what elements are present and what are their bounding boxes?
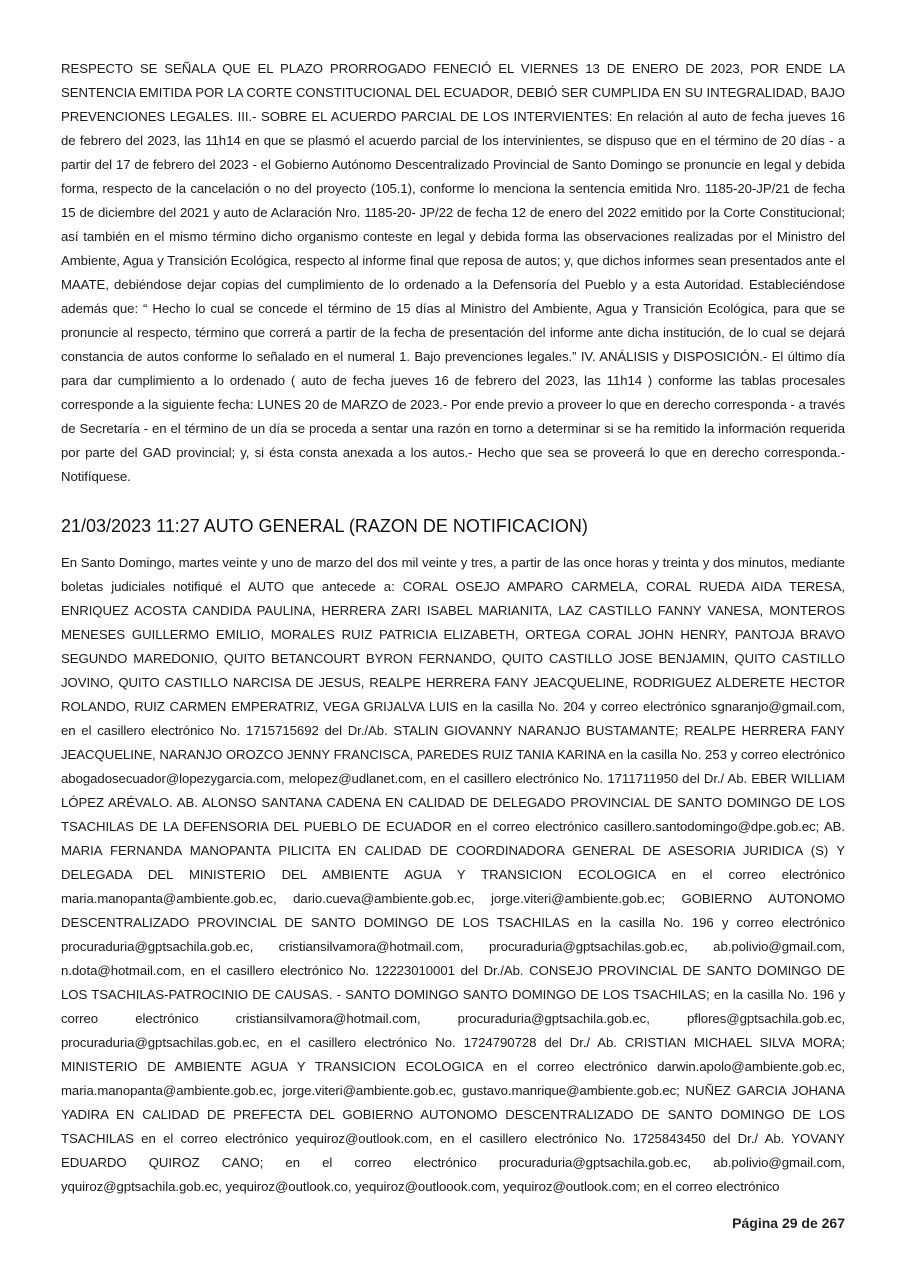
document-body	[61, 57, 845, 1199]
paragraph-notification: En Santo Domingo, martes veinte y uno de marzo del dos mil veinte y tres, a partir de las once horas y treinta y dos minutos, mediante boletas judiciales notifiqué el AUTO que antecede a: CORAL OSEJO AMPARO CARMELA, CORAL RUEDA AIDA TERESA, ENRIQUEZ ACOSTA CANDIDA PAULINA, HERRERA ZARI ISABEL MARIANITA, LAZ CASTILLO FANNY VANESA, MONTEROS MENESES GUILLERMO EMILIO, MORALES RUIZ PATRICIA ELIZABETH, ORTEGA CORAL JOHN HENRY, PANTOJA BRAVO SEGUNDO MAREDONIO, QUITO BETANCOURT BYRON FERNANDO, QUITO CASTILLO JOSE BENJAMIN, QUITO CASTILLO JOVINO, QUITO CASTILLO NARCISA DE JESUS, REALPE HERRERA FANY JEACQUELINE, RODRIGUEZ ALDERETE HECTOR ROLANDO, RUIZ CARMEN EMPERATRIZ, VEGA GRIJALVA LUIS en la casilla No. 204 y correo electrónico sgnaranjo@gmail.com, en el casillero electrónico No. 1715715692 del Dr./Ab. STALIN GIOVANNY NARANJO BUSTAMANTE; REALPE HERRERA FANY JEACQUELINE, NARANJO OROZCO JENNY FRANCISCA, PAREDES RUIZ TANIA KARINA en la casilla No. 253 y correo electrónico abogadosecuador@lopezygarcia.com, melopez@udlanet.com, en el casillero electrónico No. 1711711950 del Dr./ Ab. EBER WILLIAM LÓPEZ ARÉVALO. AB. ALONSO SANTANA CADENA EN CALIDAD DE DELEGADO PROVINCIAL DE SANTO DOMINGO DE LOS TSACHILAS DE LA DEFENSORIA DEL PUEBLO DE ECUADOR en el correo electrónico casillero.santodomingo@dpe.gob.ec; AB. MARIA FERNANDA MANOPANTA PILICITA EN CALIDAD DE COORDINADORA GENERAL DE ASESORIA JURIDICA (S) Y DELEGADA DEL MINISTERIO DEL AMBIENTE AGUA Y TRANSICION ECOLOGICA en el correo electrónico maria.manopanta@ambiente.gob.ec, dario.cueva@ambiente.gob.ec, jorge.viteri@ambiente.gob.ec; GOBIERNO AUTONOMO DESCENTRALIZADO PROVINCIAL DE SANTO DOMINGO DE LOS TSACHILAS en la casilla No. 196 y correo electrónico procuraduria@gptsachila.gob.ec, cristiansilvamora@hotmail.com, procuraduria@gptsachilas.gob.ec, ab.polivio@gmail.com, n.dota@hotmail.com, en el casillero electrónico No. 12223010001 del Dr./Ab. CONSEJO PROVINCIAL DE SANTO DOMINGO DE LOS TSACHILAS-PATROCINIO DE CAUSAS. - SANTO DOMINGO SANTO DOMINGO DE LOS TSACHILAS; en la casilla No. 196 y correo electrónico cristiansilvamora@hotmail.com, procuraduria@gptsachila.gob.ec, pflores@gptsachila.gob.ec, procuraduria@gptsachilas.gob.ec, en el casillero electrónico No. 1724790728 del Dr./ Ab. CRISTIAN MICHAEL SILVA MORA; MINISTERIO DE AMBIENTE AGUA Y TRANSICION ECOLOGICA en el correo electrónico darwin.apolo@ambiente.gob.ec, maria.manopanta@ambiente.gob.ec, jorge.viteri@ambiente.gob.ec, gustavo.manrique@ambiente.gob.ec; NUÑEZ GARCIA JOHANA YADIRA EN CALIDAD DE PREFECTA DEL GOBIERNO AUTONOMO DESCENTRALIZADO DE SANTO DOMINGO DE LOS TSACHILAS en el correo electrónico yequiroz@outlook.com, en el casillero electrónico No. 1725843450 del Dr./ Ab. YOVANY EDUARDO QUIROZ CANO; en el correo electrónico procuraduria@gptsachila.gob.ec, ab.polivio@gmail.com, yquiroz@gptsachila.gob.ec, yequiroz@outlook.co, yequiroz@outloook.com, yequiroz@outlook.com; en el correo electrónico	[61, 555, 845, 1194]
section-heading: 21/03/2023 11:27 AUTO GENERAL (RAZON DE NOTIFICACION)	[61, 516, 588, 536]
page-number: Página 29 de 267	[732, 1215, 845, 1231]
paragraph-auto-analysis: RESPECTO SE SEÑALA QUE EL PLAZO PRORROGADO FENECIÓ EL VIERNES 13 DE ENERO DE 2023, POR ENDE LA SENTENCIA EMITIDA POR LA CORTE CONSTITUCIONAL DEL ECUADOR, DEBIÓ SER CUMPLIDA EN SU INTEGRALIDAD, BAJO PREVENCIONES LEGALES. III.- SOBRE EL ACUERDO PARCIAL DE LOS INTERVIENTES: En relación al auto de fecha jueves 16 de febrero del 2023, las 11h14 en que se plasmó el acuerdo parcial de los intervinientes, se dispuso que en el término de 20 días - a partir del 17 de febrero del 2023 - el Gobierno Autónomo Descentralizado Provincial de Santo Domingo se pronuncie en legal y debida forma, respecto de la cancelación o no del proyecto (105.1), conforme lo menciona la sentencia emitida Nro. 1185-20-JP/21 de fecha 15 de diciembre del 2021 y auto de Aclaración Nro. 1185-20- JP/22 de fecha 12 de enero del 2022 emitido por la Corte Constitucional; así también en el mismo término dicho organismo conteste en legal y debida forma las observaciones realizadas por el Ministro del Ambiente, Agua y Transición Ecológica, respecto al informe final que reposa de autos; y, que dichos informes sean presentados ante el MAATE, debiéndose dejar copias del cumplimiento de lo ordenado a la Defensoría del Pueblo y a esta Autoridad. Estableciéndose además que: “ Hecho lo cual se concede el término de 15 días al Ministro del Ambiente, Agua y Transición Ecológica, para que se pronuncie al respecto, término que correrá a partir de la fecha de presentación del informe ante dicha institución, de lo cual se dejará constancia de autos conforme lo señalado en el numeral 1. Bajo prevenciones legales.” IV. ANÁLISIS y DISPOSICIÓN.- El último día para dar cumplimiento a lo ordenado ( auto de fecha jueves 16 de febrero del 2023, las 11h14 ) conforme las tablas procesales corresponde a la siguiente fecha: LUNES 20 de MARZO de 2023.- Por ende previo a proveer lo que en derecho corresponda - a través de Secretaría - en el término de un día se proceda a sentar una razón en torno a determinar si se ha remitido la información requerida por parte del GAD provincial; y, si ésta consta anexada a los autos.- Hecho que sea se proveerá lo que en derecho corresponda.- Notifíquese.	[61, 61, 845, 484]
